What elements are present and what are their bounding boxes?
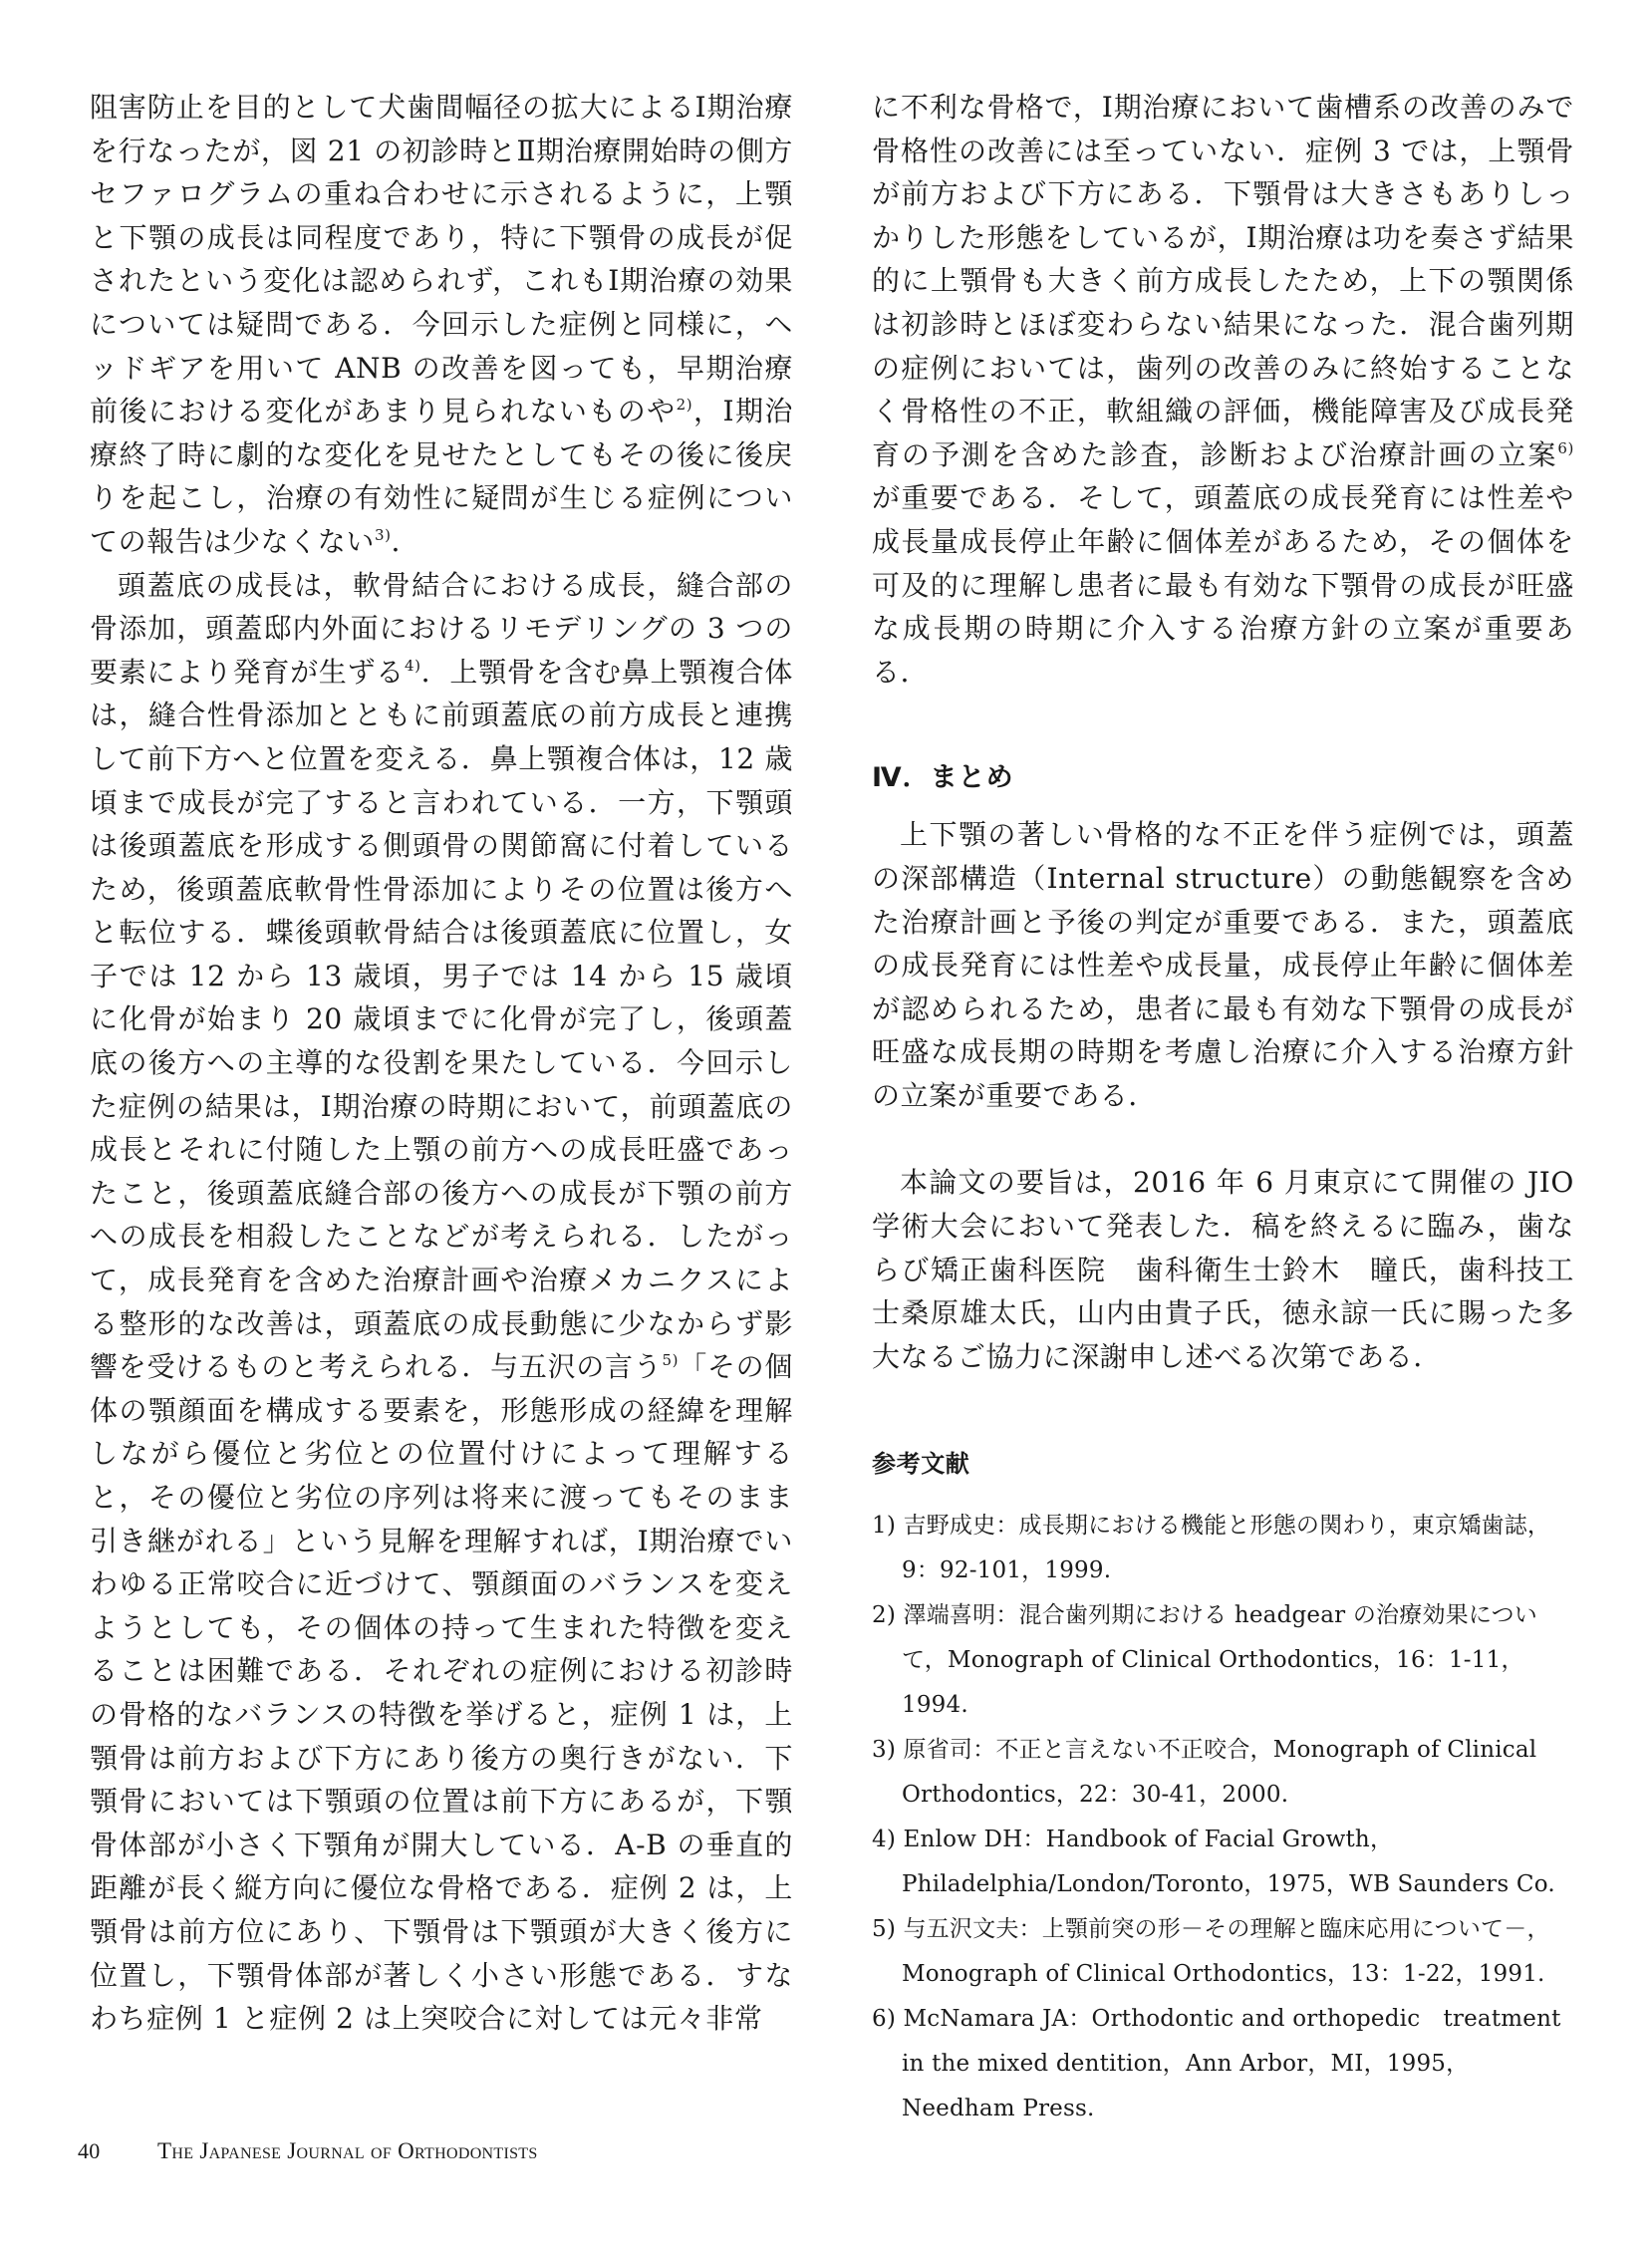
text-run: 阻害防止を目的として犬歯間幅径の拡大によるⅠ期治療を行なったが，図 21 の初診時とⅡ期治療開始時の側方セファログラムの重ね合わせに示されるように，上顎と下顎の成長は同程度であり，特に下顎骨の成長が促されたという変化は認められず，これもⅠ期治療の効果については疑問である．今回示した症例と同様に，ヘッドギアを用いて ANB の改善を図っても，早期治療前後における変化があまり見られないもの [90,91,793,428]
page-footer [78,2138,538,2164]
citation-ref: 6) [1557,438,1574,457]
reference-list [872,1504,1574,2131]
text-run: ．上顎骨を含む鼻上顎複合体は，縫合性骨添加とともに前頭蓋底の前方成長と連携して前下方へと位置を変える．鼻上顎複合体は，12 歳頃まで成長が完了すると言われている．一方，下顎頭は後頭蓋底を形成する側頭骨の関節窩に付着しているため，後頭蓋底軟骨性骨添加によりその位置は後方へと転位する．蝶後頭軟骨結合は後頭蓋底に位置し，女子では 12 から 13 歳頃，男子では 14 から 15 歳頃に化骨が始まり 20 歳頃までに化骨が完了し，後頭蓋底の後方への主導的な役割を果たしている．今回示した症例の結果は，Ⅰ期治療の時期において，前頭蓋底の成長とそれに付随した上顎の前方への成長旺盛であったこと，後頭蓋底縫合部の後方への成長が下顎の前方への成長を相殺したことなどが考えられる．したがって，成長発育を含めた治療計画や治療メカニクスによる整形的な改善は，頭蓋底の成長動態に少なからず影響を受けるものと考えられる．与五沢の言う [90,655,793,1384]
text-run: に不利な骨格で，Ⅰ期治療において歯槽系の改善のみで骨格性の改善には至っていない．症例 3 では，上顎骨が前方および下方にある．下顎骨は大きさもありしっかりした形態をしているが，Ⅰ期治療は功を奏さず結果的に上顎骨も大きく前方成長したため，上下の顎関係は初診時とほぼ変わらない結果になった．混合歯列期の症例においては，歯列の改善のみに終始することなく骨格性の不正，軟組織の評価，機能障害及び成長発育の予測を含めた診査，診断および治療計画の立案 [872,91,1574,471]
text-run: ． [391,524,420,558]
text-run: が重要である．そして，頭蓋底の成長発育には性差や成長量成長停止年齢に個体差があるため，その個体を可及的に理解し患者に最も有効な下顎骨の成長が旺盛な成長期の時期に介入する治療方針の立案が重要ある． [872,481,1574,689]
citation-ref: 2) [676,396,693,415]
left-column [90,86,793,2041]
summary-paragraph: 上下顎の著しい骨格的な不正を伴う症例では，頭蓋の深部構造（Internal structure）の動態観察を含めた治療計画と予後の判定が重要である．また，頭蓋底の成長発育には性差や成長量，成長停止年齢に個体差が認められるため，患者に最も有効な下顎骨の成長が旺盛な成長期の時期を考慮し治療に介入する治療方針の立案が重要である． [872,818,1574,1112]
journal-name: The Japanese Journal of Orthodontists [157,2138,538,2163]
text-run: や [647,395,677,428]
reference-item: 6) McNamara JA：Orthodontic and orthopedic treatment in the mixed dentition，Ann Arbor，MI，1995，Needham Press. [872,2006,1561,2122]
reference-item: 5) 与五沢文夫：上顎前突の形－その理解と臨床応用について－，Monograph of Clinical Orthodontics，13：1-22，1991. [872,1916,1550,1988]
body-paragraph [90,564,793,2041]
reference-item: 3) 原省司：不正と言えない不正咬合，Monograph of Clinical Orthodontics，22：30-41，2000. [872,1737,1537,1809]
reference-item: 4) Enlow DH：Handbook of Facial Growth，Philadelphia/London/Toronto，1975，WB Saunders Co. [872,1827,1555,1898]
reference-item: 2) 澤端喜明：混合歯列期における headgear の治療効果について，Monograph of Clinical Orthodontics，16：1-11，1994. [872,1602,1537,1719]
section-heading: Ⅳ．まとめ [872,762,1014,794]
citation-ref: 5) [662,1351,680,1370]
citation-ref: 3) [375,525,392,544]
page-number: 40 [78,2138,101,2163]
text-run: 頭蓋底の成長は，軟骨結合における成長，縫合部の骨添加，頭蓋邸内外面におけるリモデリングの 3 つの要素により発育が生ずる [90,568,793,689]
text-run: 「その個体の顎顔面を構成する要素を，形態形成の経緯を理解しながら優位と劣位との位置付けによって理解すると，その優位と劣位の序列は将来に渡ってもそのまま引き継がれる」という見解を理解すれば，Ⅰ期治療でいわゆる正常咬合に近づけて、顎顔面のバランスを変えようとしても，その個体の持って生まれた特徴を変えることは困難である．それぞれの症例における初診時の骨格的なバランスの特徴を挙げると，症例 1 は，上顎骨は前方および下方にあり後方の奥行きがない．下顎骨においては下顎頭の位置は前下方にあるが，下顎骨体部が小さく下顎角が開大している．A-B の垂直的距離が長く縦方向に優位な骨格である．症例 2 は，上顎骨は前方位にあり、下顎骨は下顎頭が大きく後方に位置し，下顎骨体部が著しく小さい形態である．すなわち症例 1 と症例 2 は上突咬合に対しては元々非常 [90,1350,793,2036]
acknowledgment-paragraph: 本論文の要旨は，2016 年 6 月東京にて開催の JIO 学術大会において発表した．稿を終えるに臨み，歯ならび矯正歯科医院 歯科衛生士鈴木 瞳氏，歯科技工士桑原雄太氏，山内由貴子氏，徳永諒一氏に賜った多大なるご協力に深謝申し述べる次第である． [872,1166,1574,1373]
references-title: 参考文献 [872,1450,970,1479]
body-paragraph [90,86,793,564]
text-run: ，Ⅰ期治療終了時に劇的な変化を見せたとしてもその後に後戻りを起こし，治療の有効性に疑問が生じる症例についての報告は少なくない [90,395,793,558]
reference-item: 1) 吉野成史：成長期における機能と形態の関わり，東京矯歯誌，9：92-101，1999. [872,1513,1551,1584]
right-column [872,86,1574,2131]
body-paragraph [872,86,1574,694]
citation-ref: 4) [404,656,421,675]
